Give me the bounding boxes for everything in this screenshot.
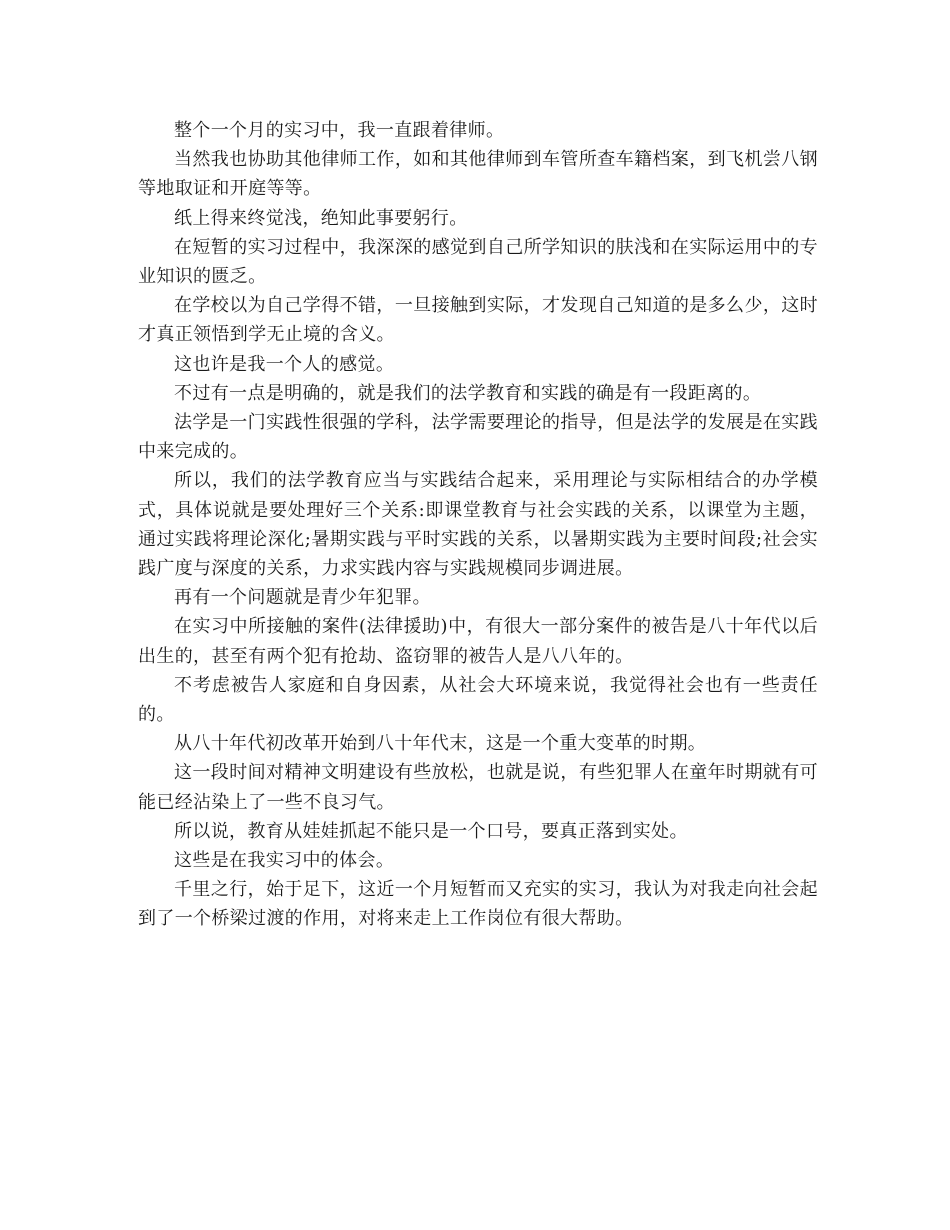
paragraph: 不过有一点是明确的，就是我们的法学教育和实践的确是有一段距离的。 xyxy=(174,382,762,404)
paragraph: 这些是在我实习中的体会。 xyxy=(174,850,395,872)
paragraph: 当然我也协助其他律师工作，如和其他律师到车管所查车籍档案，到飞机尝八钢等地取证和开庭等等。 xyxy=(138,149,818,200)
paragraph: 从八十年代初改革开始到八十年代末，这是一个重大变革的时期。 xyxy=(174,733,707,755)
paragraph: 所以说，教育从娃娃抓起不能只是一个口号，要真正落到实处。 xyxy=(174,820,688,842)
paragraph: 所以，我们的法学教育应当与实践结合起来，采用理论与实际相结合的办学模式，具体说就是要处理好三个关系:即课堂教育与社会实践的关系，以课堂为主题，通过实践将理论深化;暑期实践与平时实践的关系，以暑期实践为主要时间段;社会实践广度与深度的关系，力求实践内容与实践规模同步调进展。 xyxy=(138,470,818,580)
paragraph: 这一段时间对精神文明建设有些放松，也就是说，有些犯罪人在童年时期就有可能已经沾染上了一些不良习气。 xyxy=(138,762,818,813)
paragraph: 在实习中所接触的案件(法律援助)中，有很大一部分案件的被告是八十年代以后出生的，甚至有两个犯有抢劫、盗窃罪的被告人是八八年的。 xyxy=(138,616,818,667)
paragraph: 在学校以为自己学得不错，一旦接触到实际，才发现自己知道的是多么少，这时才真正领悟到学无止境的含义。 xyxy=(138,295,818,346)
paragraph: 纸上得来终觉浅，绝知此事要躬行。 xyxy=(174,207,468,229)
paragraph: 千里之行，始于足下，这近一个月短暂而又充实的实习，我认为对我走向社会起到了一个桥梁过渡的作用，对将来走上工作岗位有很大帮助。 xyxy=(138,879,818,930)
paragraph: 再有一个问题就是青少年犯罪。 xyxy=(174,587,431,609)
paragraph: 这也许是我一个人的感觉。 xyxy=(174,353,395,375)
paragraph: 法学是一门实践性很强的学科，法学需要理论的指导，但是法学的发展是在实践中来完成的。 xyxy=(138,412,818,463)
paragraph: 在短暂的实习过程中，我深深的感觉到自己所学知识的肤浅和在实际运用中的专业知识的匮乏。 xyxy=(138,236,818,288)
paragraph: 不考虑被告人家庭和自身因素，从社会大环境来说，我觉得社会也有一些责任的。 xyxy=(138,674,818,726)
paragraph: 整个一个月的实习中，我一直跟着律师。 xyxy=(174,120,505,141)
document-body xyxy=(138,116,818,934)
